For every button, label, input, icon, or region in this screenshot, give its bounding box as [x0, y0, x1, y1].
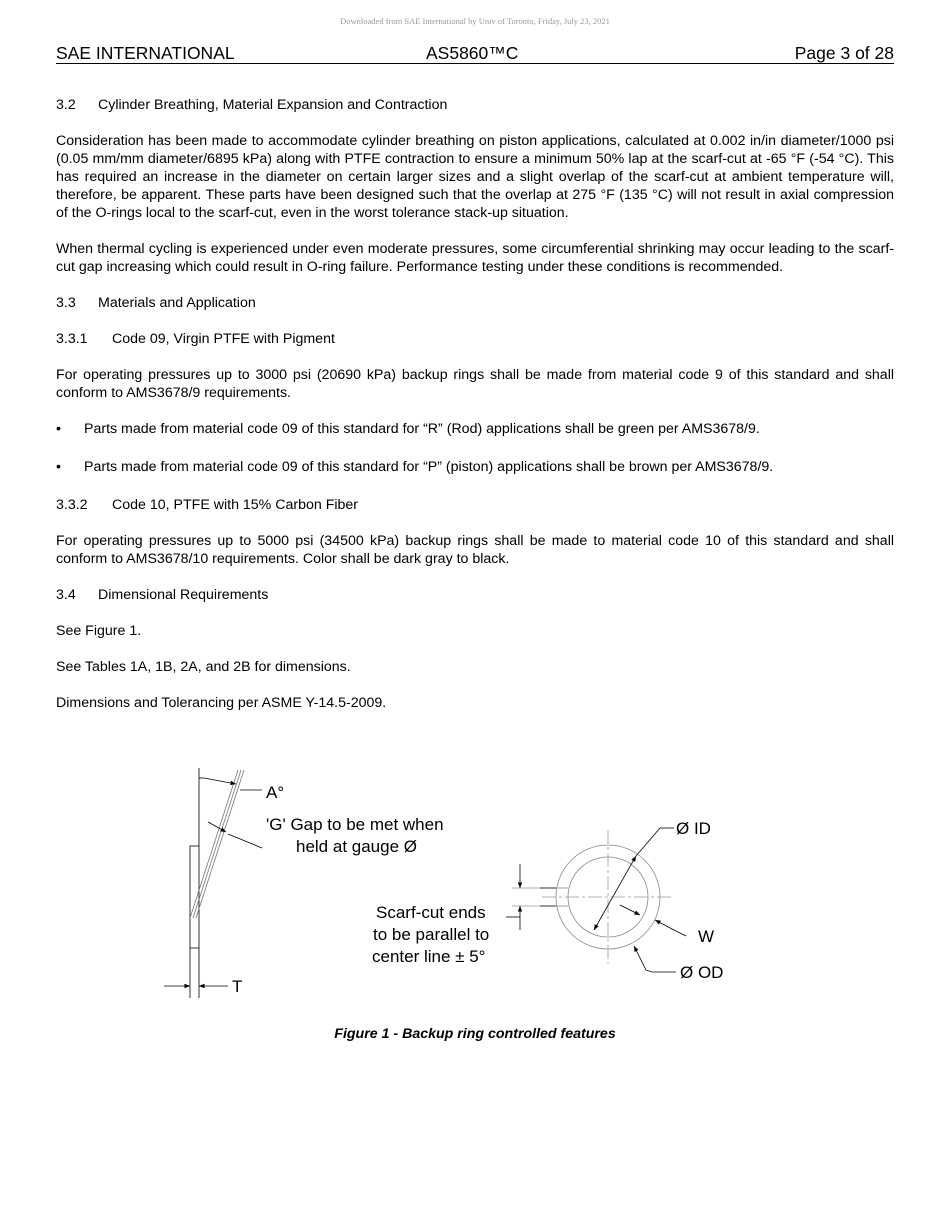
section-3-3-2-heading [56, 496, 894, 514]
figure-caption: Figure 1 - Backup ring controlled features [334, 1026, 616, 1042]
section-3-4-paragraph-3: Dimensions and Tolerancing per ASME Y-14.5-2009. [56, 695, 387, 711]
leader-line [646, 970, 652, 972]
section-title: Cylinder Breathing, Material Expansion and Contraction [98, 97, 448, 113]
section-number: 3.4 [56, 587, 76, 603]
angle-arrow [204, 778, 236, 784]
leader-line [228, 834, 262, 848]
section-3-2-heading [56, 96, 894, 114]
backup-ring-figure [150, 760, 750, 1010]
width-arrow [620, 905, 640, 915]
section-3-3-1-heading [56, 330, 894, 348]
thickness-label: T [232, 977, 243, 996]
section-number: 3.3.2 [56, 497, 88, 513]
document-body [56, 96, 894, 730]
plan-view [506, 828, 686, 972]
side-view [164, 768, 262, 998]
scarf-cut-line [196, 770, 244, 918]
section-3-3-heading [56, 294, 894, 312]
backup-ring-drawing [150, 760, 750, 1010]
section-number: 3.2 [56, 97, 76, 113]
section-3-2-paragraph-1: Consideration has been made to accommodate cylinder breathing on piston applications, calculated at 0.002 in/in diameter/1000 psi (0.05 mm/mm diameter/6895 kPa) along with PTFE contraction to ensure a minimum 50% lap at the scarf-cut at -65 °F (-54 °C). This has required an increase in the diameter on certain larger sizes and a slight overlap of the scarf-cut at ambient temperature will, therefore, be apparent. These parts have been designed such that the overlap at 275 °F (135 °C) will not result in axial compression of the O-rings local to the scarf-cut, even in the worst tolerance stack-up situation. [56, 133, 894, 221]
header-page-number: Page 3 of 28 [794, 43, 894, 63]
list-item [56, 458, 894, 476]
list-item-text: Parts made from material code 09 of this standard for “P” (piston) applications shall be brown per AMS3678/9. [84, 459, 774, 475]
download-watermark: Downloaded from SAE International by Univ of Toronto, Friday, July 23, 2021 [340, 16, 610, 26]
width-label: W [698, 927, 715, 946]
ring-section-outline [190, 846, 199, 948]
section-3-4-paragraph-2: See Tables 1A, 1B, 2A, and 2B for dimensions. [56, 659, 351, 675]
scarf-cut-label-line-2: to be parallel to [373, 925, 490, 944]
section-3-2-paragraph-2: When thermal cycling is experienced under even moderate pressures, some circumferential shrinking may occur leading to the scarf-cut gap increasing which could result in O-ring failure. Performance testing under these conditions is recommended. [56, 241, 894, 275]
header-document-number: AS5860™C [426, 43, 519, 63]
list-item-text: Parts made from material code 09 of this standard for “R” (Rod) applications shall be green per AMS3678/9. [84, 421, 760, 437]
gap-label-line-2: held at gauge Ø [296, 837, 417, 856]
section-title: Code 10, PTFE with 15% Carbon Fiber [112, 497, 359, 513]
section-3-4-heading [56, 586, 894, 604]
leader-line [674, 930, 686, 936]
scarf-cut-line [190, 770, 238, 918]
section-3-3-2-paragraph: For operating pressures up to 5000 psi (34500 kPa) backup rings shall be made to material code 10 of this standard and shall conform to AMS3678/10 requirements. Color shall be dark gray to black. [56, 533, 894, 567]
outer-diameter-label: Ø OD [680, 963, 724, 982]
section-title: Materials and Application [98, 295, 256, 311]
bullet-icon: • [56, 421, 61, 437]
inner-diameter-label: Ø ID [676, 819, 711, 838]
section-number: 3.3.1 [56, 331, 88, 347]
scarf-cut-label-line-3: center line ± 5° [372, 947, 486, 966]
angle-a-label: A° [266, 783, 285, 802]
list-item [56, 420, 894, 438]
section-title: Code 09, Virgin PTFE with Pigment [112, 331, 335, 347]
section-3-4-paragraph-1: See Figure 1. [56, 623, 142, 639]
section-title: Dimensional Requirements [98, 587, 269, 603]
bullet-icon: • [56, 459, 61, 475]
leader-line [636, 828, 660, 856]
inner-diameter-arrow [594, 856, 636, 930]
width-arrow [655, 920, 674, 930]
outer-diameter-arrow [634, 946, 646, 970]
section-number: 3.3 [56, 295, 76, 311]
gap-label-line-1: 'G' Gap to be met when [266, 815, 444, 834]
section-3-3-1-paragraph: For operating pressures up to 3000 psi (20690 kPa) backup rings shall be made from material code 9 of this standard and shall conform to AMS3678/9 requirements. [56, 367, 894, 401]
page-header [56, 43, 894, 64]
scarf-cut-line [193, 770, 241, 918]
header-organization: SAE INTERNATIONAL [56, 43, 235, 63]
scarf-cut-label-line-1: Scarf-cut ends [376, 903, 486, 922]
